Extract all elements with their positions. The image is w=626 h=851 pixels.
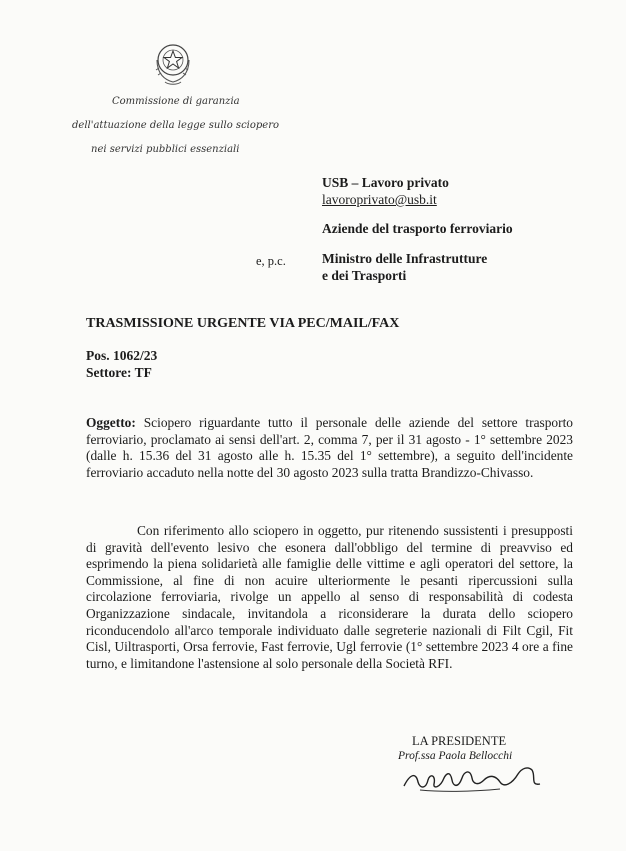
subject-text: Sciopero riguardante tutto il personale delle aziende del settore trasporto ferroviario, proclamato ai sensi dell'art. 2, comma 7, per il 31 agosto - 1° settembre 2023 (dalle h. 15.36 del 31 agosto alle h. 15.35 del 1° settembre), a seguito dell'incidente ferroviario accaduto nella notte del 30 agosto 2023 sulla tratta Brandizzo-Chivasso. xyxy=(86,415,573,480)
letterhead-line-2: dell'attuazione della legge sullo sciopero xyxy=(72,120,280,131)
recipient-ministry-line-2: e dei Trasporti xyxy=(322,268,407,283)
recipient-usb: USB – Lavoro privato xyxy=(322,175,449,190)
subject-label: Oggetto: xyxy=(86,415,136,430)
recipient-email-link[interactable]: lavoroprivato@usb.it xyxy=(322,192,437,207)
position-number: Pos. 1062/23 xyxy=(86,348,158,363)
handwritten-signature xyxy=(400,756,560,796)
signature-name: Prof.ssa Paola Bellocchi xyxy=(398,750,513,762)
signature-title: LA PRESIDENTE xyxy=(412,734,507,748)
cc-label: e, p.c. xyxy=(256,254,286,268)
subject-paragraph xyxy=(86,415,573,481)
recipient-ministry-line-1: Ministro delle Infrastrutture xyxy=(322,251,488,266)
sector: Settore: TF xyxy=(86,365,152,380)
transmission-heading: TRASMISSIONE URGENTE VIA PEC/MAIL/FAX xyxy=(86,316,400,331)
letterhead-line-3: nei servizi pubblici essenziali xyxy=(91,144,240,155)
italian-republic-emblem-icon xyxy=(151,38,195,86)
letterhead-line-1: Commissione di garanzia xyxy=(112,96,240,107)
recipient-railway-companies: Aziende del trasporto ferroviario xyxy=(322,221,513,236)
body-paragraph: Con riferimento allo sciopero in oggetto, pur ritenendo sussistenti i presupposti di gravità dell'evento lesivo che esonera dall'obbligo del termine di preavviso ed esprimendo la piena solidarietà alle famiglie delle vittime e agli operatori del settore, la Commissione, al fine di non acuire ulteriormente le pesanti ripercussioni sulla circolazione ferroviaria, rivolge un appello al senso di responsabilità di codesta Organizzazione sindacale, invitandola a riconsiderare la durata dello sciopero riconducendolo all'arco temporale individuato dalle segreterie nazionali di Filt Cgil, Fit Cisl, Uiltrasporti, Orsa ferrovie, Fast ferrovie, Ugl ferrovie (1° settembre 2023 4 ore a fine turno, e limitandone l'astensione al solo personale della Società RFI. xyxy=(86,523,573,671)
